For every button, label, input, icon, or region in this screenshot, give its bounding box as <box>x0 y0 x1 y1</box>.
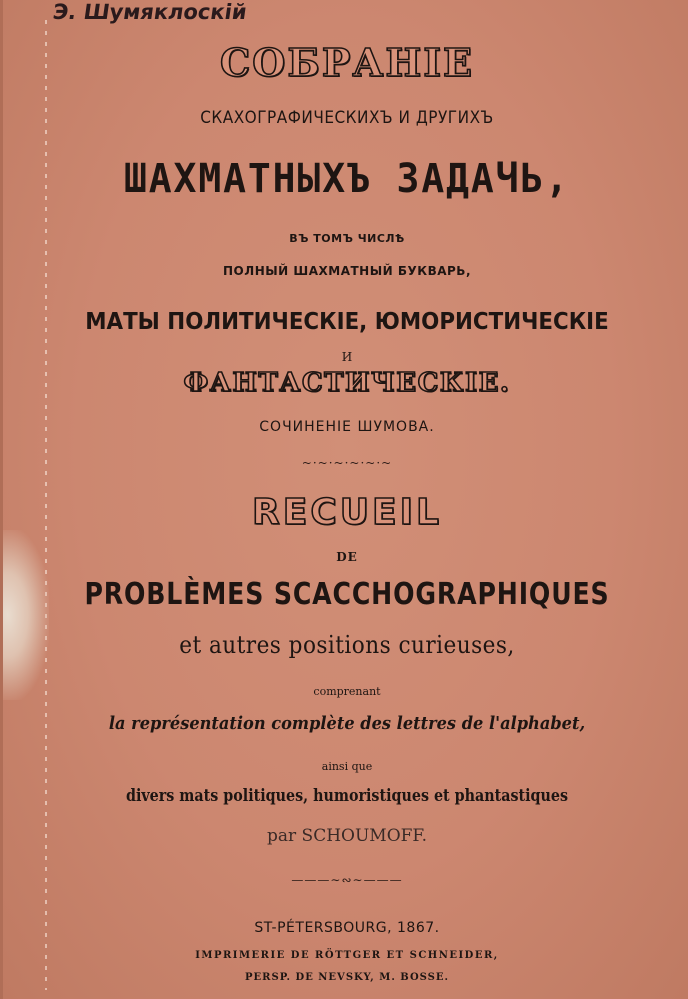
title-conjunction: И <box>341 350 353 364</box>
title-main: ШАХМАТНЫХЪ ЗАДАЧЬ, <box>123 156 570 202</box>
imprint-printer: IMPRIMERIE DE RÖTTGER ET SCHNEIDER, <box>195 950 499 961</box>
title-sobranie: СОБРАНІЕ <box>220 40 474 85</box>
ornament-divider: ~·~·~·~·~·~ <box>301 456 393 470</box>
french-mats-line: divers mats politiques, humoristiques et phantastiques <box>125 786 569 806</box>
title-fantastic: ФАНТАСТИЧЕСКІЕ. <box>183 368 511 398</box>
title-subtitle: СКАХОГРАФИЧЕСКИХЪ И ДРУГИХЪ <box>200 108 494 128</box>
french-main-title: PROBLÈMES SCACCHOGRAPHIQUES <box>84 577 610 612</box>
imprint-address: PERSP. DE NEVSKY, M. BOSSE. <box>245 972 449 983</box>
french-alphabet-line: la représentation complète des lettres de l'alphabet, <box>108 713 586 734</box>
ornament-divider-bottom: ———∼∾∼——— <box>291 873 403 887</box>
author-russian: СОЧИНЕНІЕ ШУМОВА. <box>259 419 435 435</box>
french-comprenant: comprenant <box>313 685 381 698</box>
title-line-5: ПОЛНЫЙ ШАХМАТНЫЙ БУКВАРЬ, <box>222 264 472 278</box>
french-subtitle: et autres positions curieuses, <box>179 631 515 659</box>
french-recueil: RECUEIL <box>252 492 442 533</box>
french-de: DE <box>336 550 358 564</box>
french-ainsi-que: ainsi que <box>321 760 373 773</box>
title-line-6: МАТЫ ПОЛИТИЧЕСКІЕ, ЮМОРИСТИЧЕСКІЕ <box>85 309 609 335</box>
title-line-4: ВЪ ТОМЪ ЧИСЛѢ <box>289 232 405 245</box>
imprint-city-year: ST-PÉTERSBOURG, 1867. <box>254 920 440 936</box>
french-author: par SCHOUMOFF. <box>267 826 427 846</box>
ownership-stamp: Э. Шумяклоcкій <box>51 0 249 24</box>
